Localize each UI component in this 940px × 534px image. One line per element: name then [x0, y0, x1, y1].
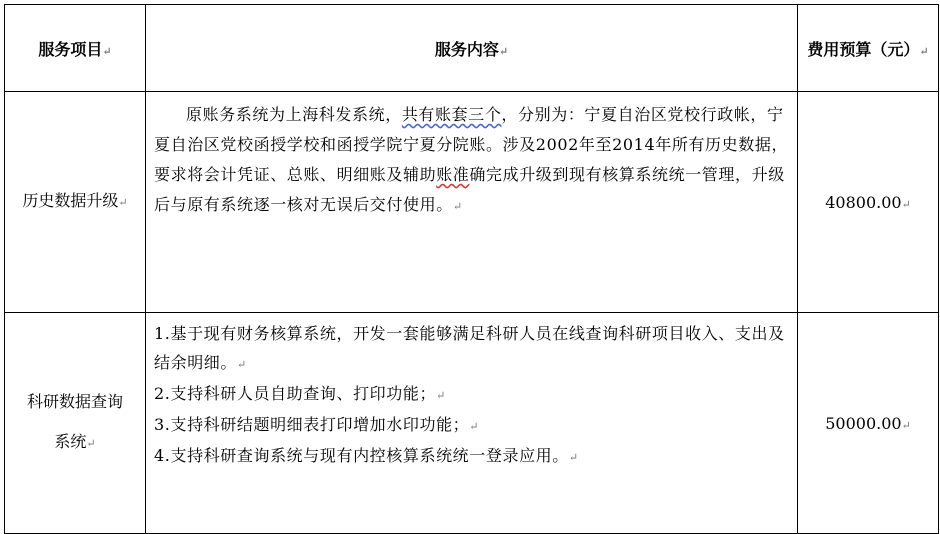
fee-cell: 50000.00↵: [798, 313, 939, 534]
spelling-underlined-text: 账准: [436, 165, 470, 184]
grammar-underlined-text: 共有账套三个: [401, 105, 502, 124]
paragraph-mark-icon: ↵: [901, 418, 911, 432]
service-budget-table: [4, 4, 939, 534]
paragraph-mark-icon: ↵: [901, 197, 911, 211]
paragraph-mark-icon: ↵: [919, 44, 929, 58]
header-service-item: 服务项目↵: [5, 5, 146, 92]
paragraph-mark-icon: ↵: [118, 196, 128, 209]
table-row: [5, 313, 939, 534]
list-item: 1.基于现有财务核算系统，开发一套能够满足科研人员在线查询科研项目收入、支出及结余明细。↵: [154, 324, 785, 372]
paragraph-mark-icon: ↵: [86, 437, 96, 450]
service-content-cell: [146, 313, 798, 534]
table-header-row: [5, 5, 939, 92]
paragraph-mark-icon: ↵: [102, 44, 112, 58]
service-name-cell: 历史数据升级↵: [5, 92, 146, 313]
list-item: 2.支持科研人员自助查询、打印功能；↵: [154, 384, 446, 403]
service-name-cell: 科研数据查询 系统↵: [5, 313, 146, 534]
fee-cell: 40800.00↵: [798, 92, 939, 313]
paragraph-mark-icon: ↵: [452, 200, 463, 213]
paragraph-mark-icon: ↵: [498, 44, 509, 58]
table-row: [5, 92, 939, 313]
service-content-cell: 原账务系统为上海科发系统，共有账套三个，分别为：宁夏自治区党校行政帐，宁夏自治区党校函授学校和函授学院宁夏分院账。涉及2002年至2014年所有历史数据，要求将会计凭证、总账、明细账及辅助账准确完成升级到现有核算系统统一管理，升级后与原有系统逐一核对无误后交付使用。↵: [146, 92, 798, 313]
header-budget: 费用预算（元）↵: [798, 5, 939, 92]
list-item: 4.支持科研查询系统与现有内控核算系统统一登录应用。↵: [154, 446, 579, 465]
header-service-content: 服务内容↵: [146, 5, 798, 92]
list-item: 3.支持科研结题明细表打印增加水印功能；↵: [154, 415, 480, 434]
